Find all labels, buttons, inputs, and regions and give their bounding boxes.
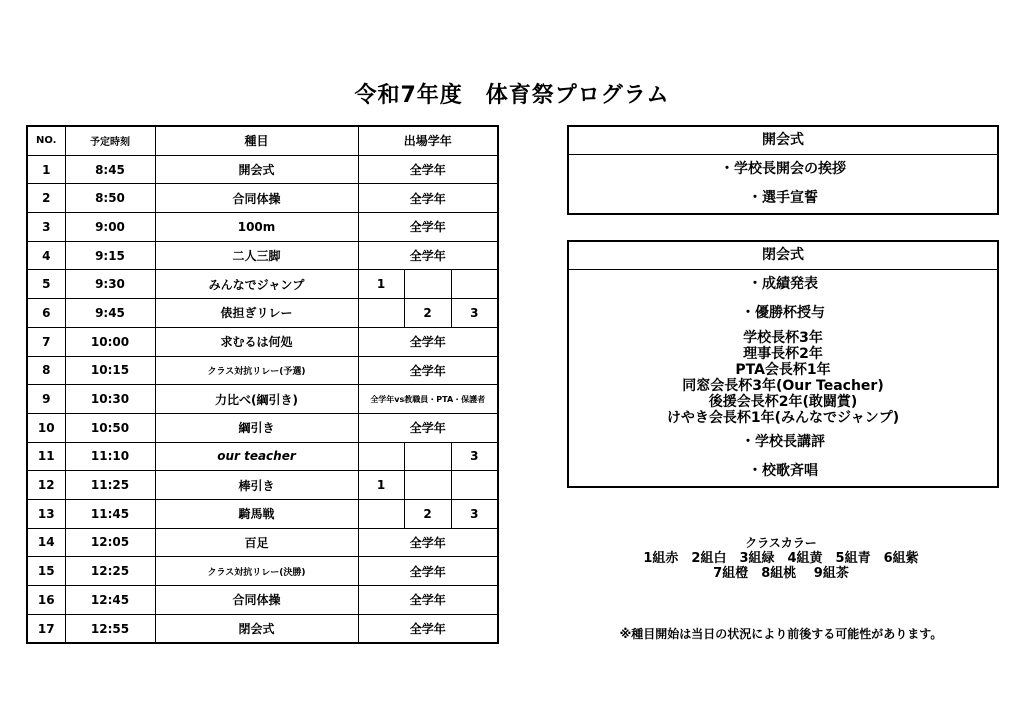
row-no: 11 bbox=[27, 442, 65, 471]
row-grade-3: 3 bbox=[451, 499, 498, 528]
award-line: 同窓会長杯3年(Our Teacher) bbox=[682, 378, 884, 394]
row-grade-1 bbox=[358, 499, 404, 528]
opening-item: ・選手宣誓 bbox=[748, 190, 818, 206]
table-row bbox=[27, 270, 498, 299]
award-line: PTA会長杯1年 bbox=[735, 362, 831, 378]
row-no: 3 bbox=[27, 213, 65, 242]
header-no: NO. bbox=[27, 126, 65, 155]
table-row bbox=[27, 586, 498, 615]
class-colors-title: クラスカラー bbox=[745, 536, 817, 550]
award-line: 後援会長杯2年(敢闘賞) bbox=[708, 394, 858, 410]
table-row bbox=[27, 241, 498, 270]
row-time: 10:50 bbox=[65, 413, 155, 442]
row-event: 俵担ぎリレー bbox=[155, 299, 358, 328]
row-grade-2: 2 bbox=[404, 299, 451, 328]
closing-title: 閉会式 bbox=[569, 242, 997, 270]
row-time: 9:30 bbox=[65, 270, 155, 299]
closing-item: ・成績発表 bbox=[748, 276, 818, 292]
row-time: 11:25 bbox=[65, 471, 155, 500]
row-grade: 全学年 bbox=[358, 327, 498, 356]
table-row bbox=[27, 413, 498, 442]
header-time: 予定時刻 bbox=[65, 126, 155, 155]
opening-ceremony-box bbox=[567, 125, 999, 215]
row-grade: 全学年 bbox=[358, 413, 498, 442]
row-no: 6 bbox=[27, 299, 65, 328]
closing-item: ・優勝杯授与 bbox=[741, 305, 825, 321]
awards-list bbox=[569, 328, 997, 428]
row-no: 15 bbox=[27, 557, 65, 586]
closing-item: ・学校長講評 bbox=[741, 434, 825, 450]
row-grade-1 bbox=[358, 442, 404, 471]
table-row bbox=[27, 614, 498, 643]
row-grade-2 bbox=[404, 270, 451, 299]
row-no: 12 bbox=[27, 471, 65, 500]
row-event: 棒引き bbox=[155, 471, 358, 500]
row-grade-3: 3 bbox=[451, 442, 498, 471]
row-event: 綱引き bbox=[155, 413, 358, 442]
table-row bbox=[27, 213, 498, 242]
table-row bbox=[27, 471, 498, 500]
row-event: 騎馬戦 bbox=[155, 499, 358, 528]
award-line: 理事長杯2年 bbox=[743, 346, 823, 362]
table-row bbox=[27, 442, 498, 471]
row-time: 9:15 bbox=[65, 241, 155, 270]
opening-item: ・学校長開会の挨拶 bbox=[720, 161, 846, 177]
row-grade: 全学年 bbox=[358, 356, 498, 385]
table-row bbox=[27, 155, 498, 184]
row-no: 4 bbox=[27, 241, 65, 270]
row-grade-3 bbox=[451, 471, 498, 500]
row-grade: 全学年 bbox=[358, 213, 498, 242]
row-no: 2 bbox=[27, 184, 65, 213]
table-row bbox=[27, 356, 498, 385]
row-grade: 全学年 bbox=[358, 155, 498, 184]
row-grade-1: 1 bbox=[358, 471, 404, 500]
row-no: 9 bbox=[27, 385, 65, 414]
row-no: 17 bbox=[27, 614, 65, 643]
row-no: 16 bbox=[27, 586, 65, 615]
row-time: 12:45 bbox=[65, 586, 155, 615]
page-title: 令和7年度 体育祭プログラム bbox=[354, 83, 670, 108]
row-time: 11:45 bbox=[65, 499, 155, 528]
program-table bbox=[26, 125, 499, 644]
row-event: クラス対抗リレー(決勝) bbox=[155, 557, 358, 586]
row-grade-2: 2 bbox=[404, 499, 451, 528]
header-grade: 出場学年 bbox=[358, 126, 498, 155]
row-event: 閉会式 bbox=[155, 614, 358, 643]
class-colors-line: 7組橙 8組桃 9組茶 bbox=[713, 566, 849, 581]
table-row bbox=[27, 327, 498, 356]
row-time: 12:25 bbox=[65, 557, 155, 586]
row-grade: 全学年 bbox=[358, 241, 498, 270]
row-no: 14 bbox=[27, 528, 65, 557]
row-grade: 全学年vs教職員・PTA・保護者 bbox=[358, 385, 498, 414]
row-event: クラス対抗リレー(予選) bbox=[155, 356, 358, 385]
row-time: 9:00 bbox=[65, 213, 155, 242]
row-no: 8 bbox=[27, 356, 65, 385]
row-time: 11:10 bbox=[65, 442, 155, 471]
row-grade-1 bbox=[358, 299, 404, 328]
row-event: 100m bbox=[155, 213, 358, 242]
row-grade-2 bbox=[404, 442, 451, 471]
table-row bbox=[27, 528, 498, 557]
row-time: 12:05 bbox=[65, 528, 155, 557]
row-grade-2 bbox=[404, 471, 451, 500]
award-line: 学校長杯3年 bbox=[743, 330, 823, 346]
class-colors bbox=[567, 536, 995, 581]
opening-title: 開会式 bbox=[569, 127, 997, 155]
row-grade: 全学年 bbox=[358, 557, 498, 586]
row-event: 合同体操 bbox=[155, 184, 358, 213]
row-event: 合同体操 bbox=[155, 586, 358, 615]
row-event: 力比べ(綱引き) bbox=[155, 385, 358, 414]
row-grade: 全学年 bbox=[358, 528, 498, 557]
row-no: 1 bbox=[27, 155, 65, 184]
row-time: 9:45 bbox=[65, 299, 155, 328]
award-line: けやき会長杯1年(みんなでジャンプ) bbox=[666, 410, 900, 426]
row-grade-3: 3 bbox=[451, 299, 498, 328]
class-colors-line: 1組赤 2組白 3組緑 4組黄 5組青 6組紫 bbox=[643, 551, 919, 566]
row-event: 二人三脚 bbox=[155, 241, 358, 270]
row-time: 8:45 bbox=[65, 155, 155, 184]
row-grade-1: 1 bbox=[358, 270, 404, 299]
row-time: 12:55 bbox=[65, 614, 155, 643]
closing-item: ・校歌斉唱 bbox=[748, 463, 818, 479]
row-grade: 全学年 bbox=[358, 184, 498, 213]
schedule-note: ※種目開始は当日の状況により前後する可能性があります。 bbox=[619, 627, 943, 641]
row-grade: 全学年 bbox=[358, 614, 498, 643]
table-row bbox=[27, 299, 498, 328]
row-grade: 全学年 bbox=[358, 586, 498, 615]
row-no: 13 bbox=[27, 499, 65, 528]
row-event: 開会式 bbox=[155, 155, 358, 184]
closing-ceremony-box bbox=[567, 240, 999, 488]
row-event: 求むるは何処 bbox=[155, 327, 358, 356]
row-event: our teacher bbox=[155, 442, 358, 471]
row-time: 10:15 bbox=[65, 356, 155, 385]
row-no: 7 bbox=[27, 327, 65, 356]
table-row bbox=[27, 557, 498, 586]
row-time: 8:50 bbox=[65, 184, 155, 213]
row-time: 10:00 bbox=[65, 327, 155, 356]
row-event: みんなでジャンプ bbox=[155, 270, 358, 299]
row-time: 10:30 bbox=[65, 385, 155, 414]
row-event: 百足 bbox=[155, 528, 358, 557]
row-no: 5 bbox=[27, 270, 65, 299]
table-row bbox=[27, 385, 498, 414]
header-event: 種目 bbox=[155, 126, 358, 155]
table-row bbox=[27, 184, 498, 213]
table-header-row bbox=[27, 126, 498, 155]
table-row bbox=[27, 499, 498, 528]
row-no: 10 bbox=[27, 413, 65, 442]
row-grade-3 bbox=[451, 270, 498, 299]
